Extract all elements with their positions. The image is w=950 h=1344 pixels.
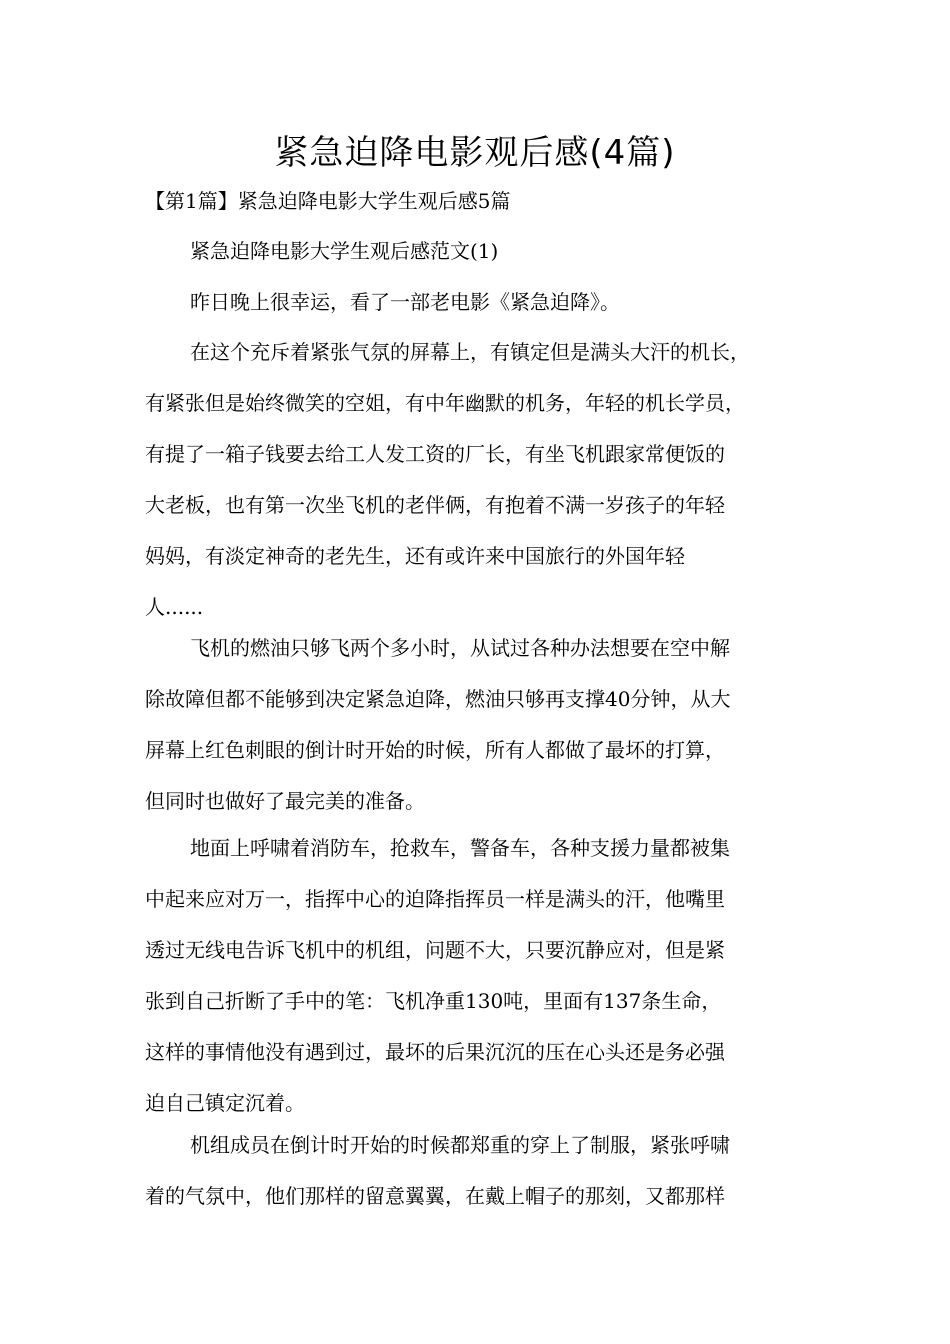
paragraph-line: 但同时也做好了最完美的准备。 [145,789,425,813]
paragraph-line: 张到自己折断了手中的笔：飞机净重130吨，里面有137条生命， [145,989,722,1013]
paragraph-line: 人...... [145,595,204,619]
section-heading: 【第1篇】紧急迫降电影大学生观后感5篇 [145,189,511,213]
paragraph-line: 透过无线电告诉飞机中的机组，问题不大，只要沉静应对，但是紧 [145,938,725,962]
paragraph [145,623,815,827]
paragraph-line: 妈妈，有淡定神奇的老先生，还有或许来中国旅行的外国年轻 [145,544,685,568]
paragraph [145,823,815,1129]
paragraph-line: 有提了一箱子钱要去给工人发工资的厂长，有坐飞机跟家常便饭的 [145,442,725,466]
paragraph [145,1120,815,1222]
essay-subheading: 紧急迫降电影大学生观后感范文(1) [190,239,499,263]
paragraph-line: 大老板，也有第一次坐飞机的老伴俩，有抱着不满一岁孩子的年轻 [145,493,725,517]
paragraph-line: 昨日晚上很幸运，看了一部老电影《紧急迫降》。 [190,290,620,314]
paragraph-line: 迫自己镇定沉着。 [145,1091,305,1115]
paragraph [145,327,815,633]
paragraph-line: 中起来应对万一，指挥中心的迫降指挥员一样是满头的汗，他嘴里 [145,887,725,911]
paragraph-line: 屏幕上红色刺眼的倒计时开始的时候，所有人都做了最坏的打算， [145,738,725,762]
paragraph-line: 在这个充斥着紧张气氛的屏幕上，有镇定但是满头大汗的机长， [190,340,750,364]
paragraph-line: 着的气氛中，他们那样的留意翼翼，在戴上帽子的那刻，又都那样 [145,1184,725,1208]
paragraph-line: 除故障但都不能够到决定紧急迫降，燃油只够再支撑40分钟，从大 [145,687,731,711]
paragraph-line: 飞机的燃油只够飞两个多小时，从试过各种办法想要在空中解 [190,636,730,660]
paragraph-line: 有紧张但是始终微笑的空姐，有中年幽默的机务，年轻的机长学员， [145,391,745,415]
document-title: 紧急迫降电影观后感(4篇) [274,133,676,173]
paragraph-line: 地面上呼啸着消防车，抢救车，警备车，各种支援力量都被集 [190,836,730,860]
paragraph-line: 机组成员在倒计时开始的时候都郑重的穿上了制服，紧张呼啸 [190,1133,730,1157]
paragraph-line: 这样的事情他没有遇到过，最坏的后果沉沉的压在心头还是务必强 [145,1040,725,1064]
paragraph [145,277,815,328]
